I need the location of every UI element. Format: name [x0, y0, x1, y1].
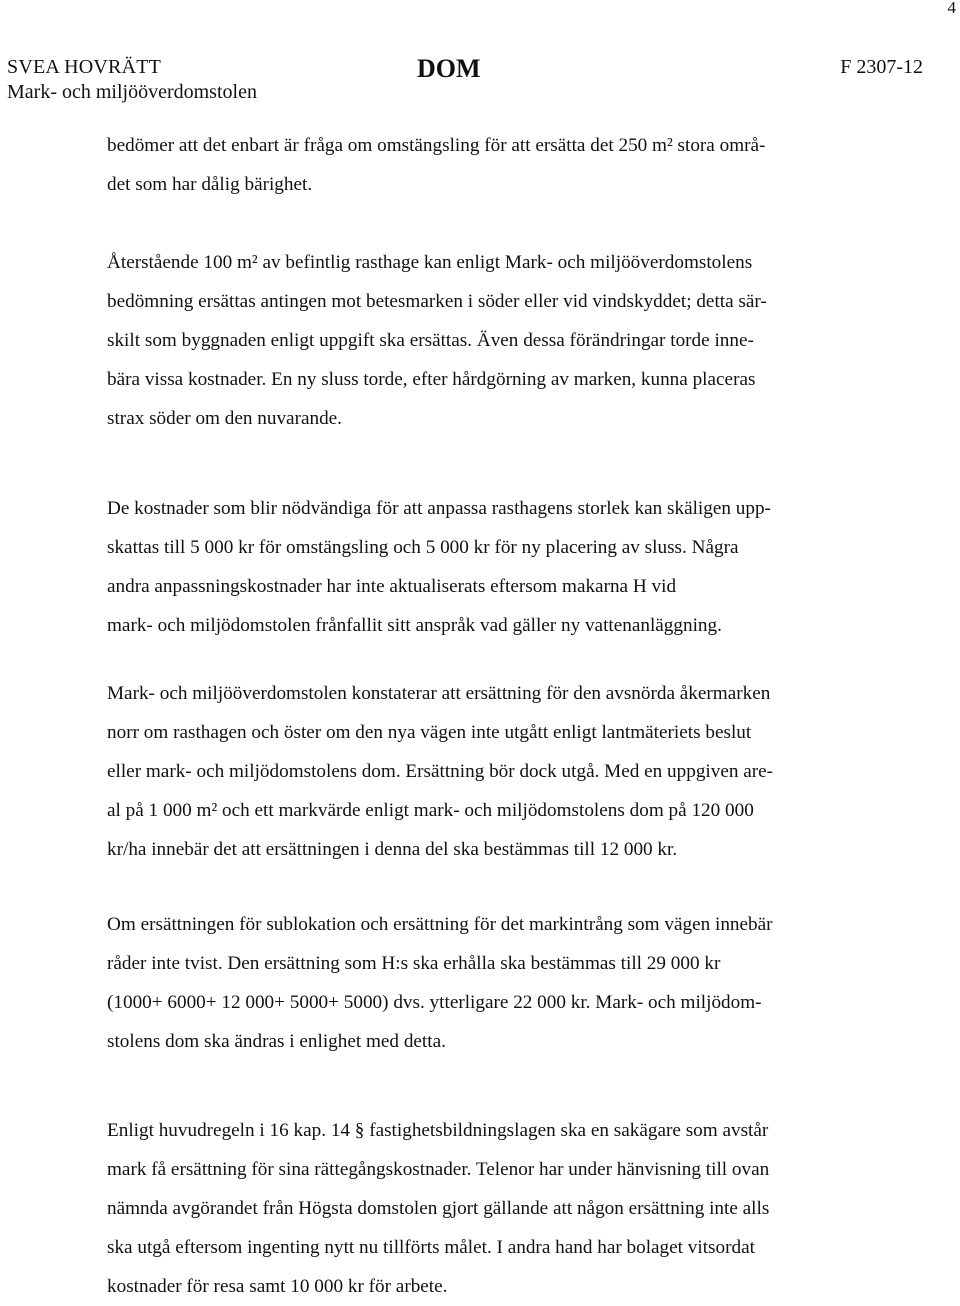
text-line: Mark- och miljööverdomstolen konstaterar att ersättning för den avsnörda åkermarken — [107, 683, 771, 704]
text-line: eller mark- och miljödomstolens dom. Ersättning bör dock utgå. Med en uppgiven are- — [107, 761, 774, 782]
text-line: skilt som byggnaden enligt uppgift ska ersättas. Även dessa förändringar torde inne- — [107, 330, 754, 351]
text-line: bedömer att det enbart är fråga om omstängsling för att ersätta det 250 m² stora områ- — [107, 135, 766, 156]
document-header — [7, 54, 927, 106]
court-division: Mark- och miljööverdomstolen — [7, 81, 257, 103]
paragraph — [107, 1111, 769, 1306]
text-line: andra anpassningskostnader har inte aktualiserats eftersom makarna H vid — [107, 576, 677, 597]
text-line: skattas till 5 000 kr för omstängsling och 5 000 kr för ny placering av sluss. Några — [107, 537, 739, 558]
text-line: bedömning ersättas antingen mot betesmarken i söder eller vid vindskyddet; detta sär- — [107, 291, 767, 312]
text-line: bära vissa kostnader. En ny sluss torde, efter hårdgörning av marken, kunna placeras — [107, 369, 756, 390]
text-line: Återstående 100 m² av befintlig rasthage kan enligt Mark- och miljööverdomstolens — [107, 252, 753, 273]
text-line: det som har dålig bärighet. — [107, 174, 313, 195]
text-line: kr/ha innebär det att ersättningen i denna del ska bestämmas till 12 000 kr. — [107, 839, 678, 860]
text-line: mark få ersättning för sina rättegångskostnader. Telenor har under hänvisning till ovan — [107, 1159, 770, 1180]
paragraph — [107, 126, 765, 204]
paragraph — [107, 243, 767, 438]
page-number: 4 — [947, 0, 956, 17]
paragraph — [107, 489, 771, 645]
text-line: nämnda avgörandet från Högsta domstolen gjort gällande att någon ersättning inte alls — [107, 1198, 770, 1219]
paragraph — [107, 905, 773, 1061]
text-line: Enligt huvudregeln i 16 kap. 14 § fastighetsbildningslagen ska en sakägare som avstår — [107, 1120, 769, 1141]
text-line: ska utgå eftersom ingenting nytt nu tillförts målet. I andra hand har bolaget vitsordat — [107, 1237, 755, 1258]
text-line: råder inte tvist. Den ersättning som H:s ska erhålla ska bestämmas till 29 000 kr — [107, 953, 721, 974]
text-line: mark- och miljödomstolen frånfallit sitt anspråk vad gäller ny vattenanläggning. — [107, 615, 722, 636]
text-line: norr om rasthagen och öster om den nya vägen inte utgått enligt lantmäteriets beslut — [107, 722, 752, 743]
court-name: SVEA HOVRÄTT — [7, 56, 162, 78]
text-line: strax söder om den nuvarande. — [107, 408, 342, 429]
document-type: DOM — [417, 54, 481, 83]
text-line: De kostnader som blir nödvändiga för att anpassa rasthagens storlek kan skäligen upp- — [107, 498, 771, 519]
case-number: F 2307-12 — [840, 56, 923, 78]
text-line: stolens dom ska ändras i enlighet med detta. — [107, 1031, 446, 1052]
paragraph — [107, 674, 773, 869]
text-line: Om ersättningen för sublokation och ersättning för det markintrång som vägen innebär — [107, 914, 773, 935]
text-line: (1000+ 6000+ 12 000+ 5000+ 5000) dvs. ytterligare 22 000 kr. Mark- och miljödom- — [107, 992, 762, 1013]
text-line: al på 1 000 m² och ett markvärde enligt mark- och miljödomstolens dom på 120 000 — [107, 800, 754, 821]
text-line: kostnader för resa samt 10 000 kr för arbete. — [107, 1276, 448, 1297]
